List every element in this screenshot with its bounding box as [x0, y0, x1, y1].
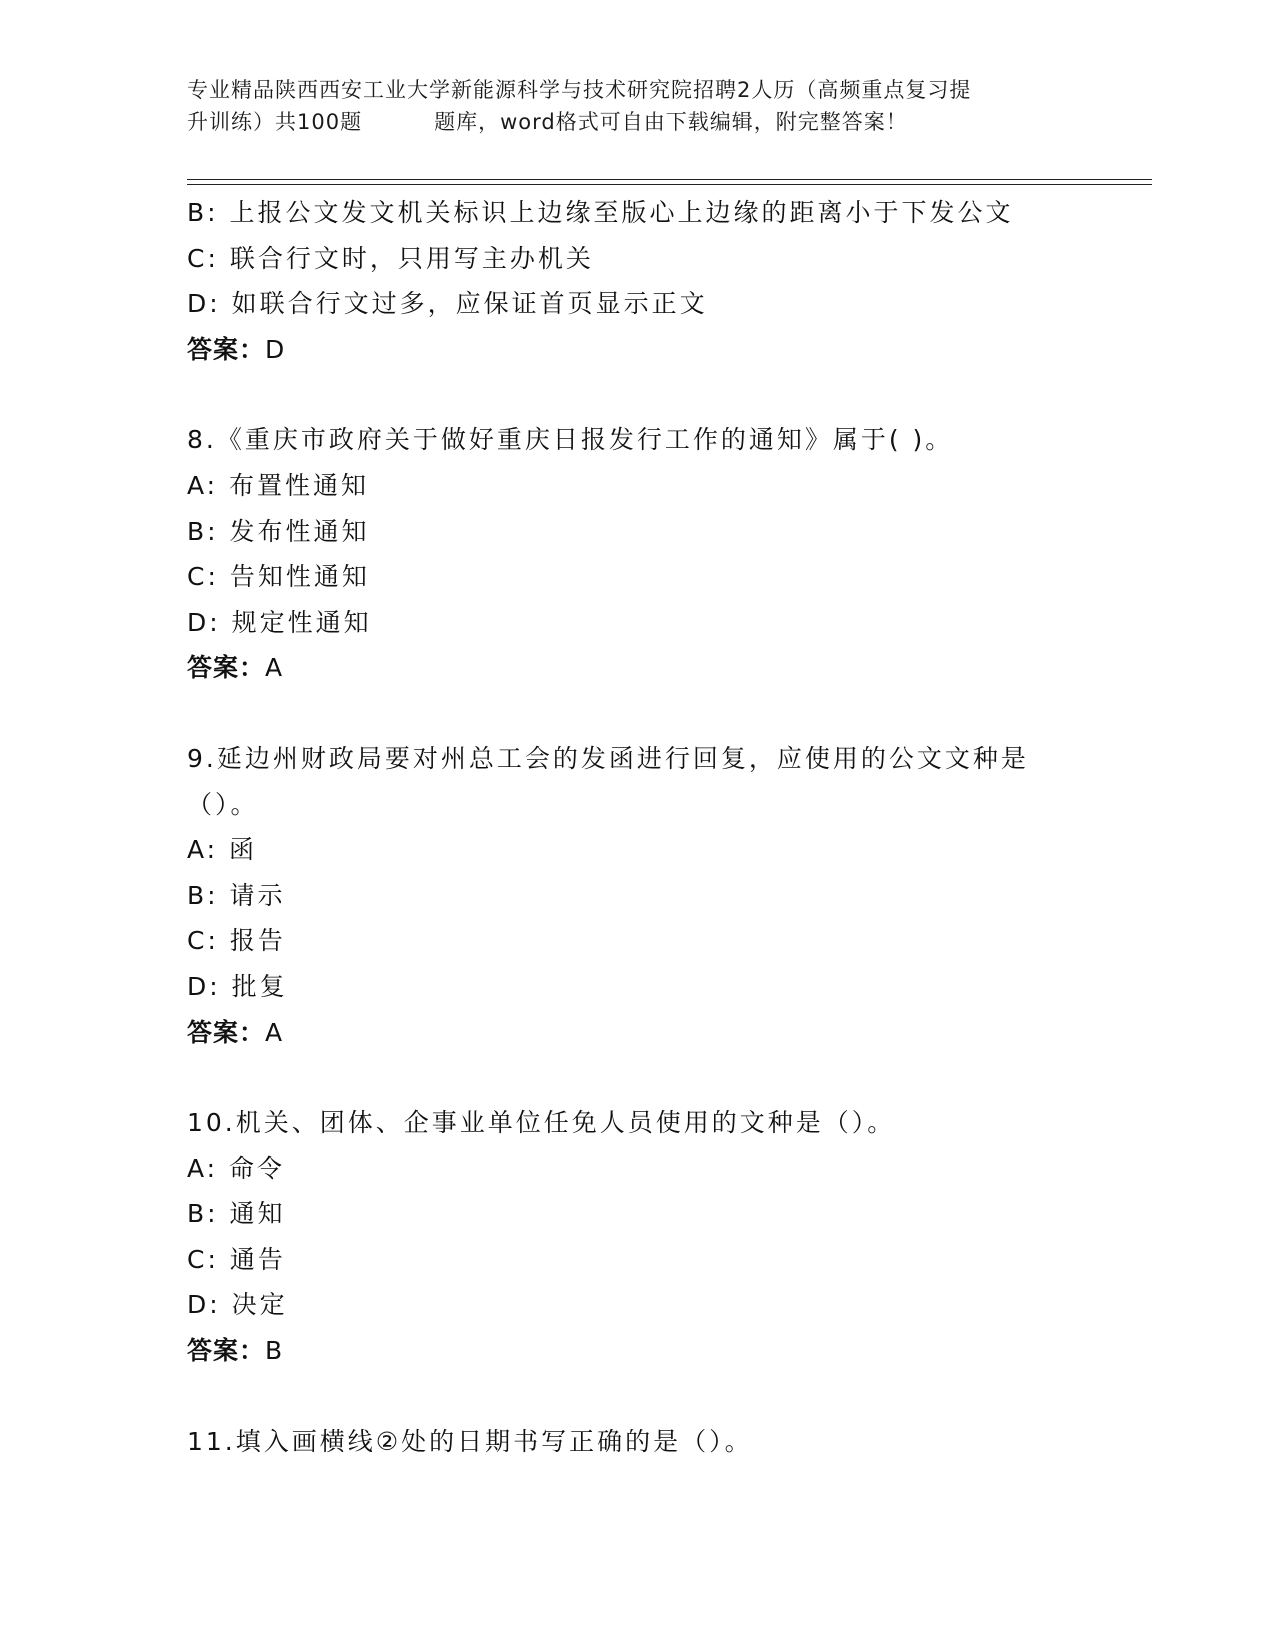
- header-line-1: 专业精品陕西西安工业大学新能源科学与技术研究院招聘2人历（高频重点复习提: [187, 78, 972, 102]
- document-header: [187, 74, 1087, 138]
- question-stem-continued: （）。: [187, 789, 259, 819]
- answer-value: D: [265, 334, 286, 364]
- answer-label: 答案：: [187, 1336, 266, 1366]
- header-line-2-part-1: 升训练）共100题: [187, 110, 363, 134]
- header-line-2: [187, 106, 1087, 138]
- question-11: [187, 1419, 1087, 1465]
- answer: [187, 1010, 1087, 1056]
- option: D: 规定性通知: [187, 607, 372, 637]
- option: C: 联合行文时，只用写主办机关: [187, 243, 594, 273]
- question-stem: 10.机关、团体、企事业单位任免人员使用的文种是（）。: [187, 1108, 896, 1138]
- option: D: 如联合行文过多，应保证首页显示正文: [187, 289, 708, 319]
- header-line-2-part-2: 题库，word格式可自由下载编辑，附完整答案！: [434, 110, 908, 134]
- answer: [187, 1328, 1087, 1374]
- option: C: 报告: [187, 926, 286, 956]
- answer: [187, 327, 1087, 373]
- option: B: 请示: [187, 880, 286, 910]
- option: B: 通知: [187, 1199, 286, 1229]
- header-divider-top: [187, 179, 1152, 180]
- question-stem: 8.《重庆市政府关于做好重庆日报发行工作的通知》属于( )。: [187, 425, 954, 455]
- option: A: 命令: [187, 1153, 286, 1183]
- option: D: 批复: [187, 971, 288, 1001]
- answer-label: 答案：: [187, 653, 266, 683]
- question-stem: 9.延边州财政局要对州总工会的发函进行回复，应使用的公文文种是: [187, 743, 1029, 773]
- option: A: 函: [187, 835, 258, 865]
- option: C: 告知性通知: [187, 562, 370, 592]
- option: A: 布置性通知: [187, 470, 370, 500]
- question-stem: 11.填入画横线②处的日期书写正确的是（）。: [187, 1426, 753, 1456]
- option: C: 通告: [187, 1244, 286, 1274]
- header-divider-bottom: [187, 184, 1152, 185]
- option: D: 决定: [187, 1290, 288, 1320]
- answer-label: 答案：: [187, 334, 266, 364]
- answer-value: A: [265, 653, 284, 683]
- answer: [187, 645, 1087, 691]
- option: B: 发布性通知: [187, 516, 370, 546]
- option: B: 上报公文发文机关标识上边缘至版心上边缘的距离小于下发公文: [187, 198, 1014, 227]
- question-10: [187, 1100, 1087, 1374]
- answer-value: A: [265, 1017, 284, 1047]
- document-body: [187, 190, 1087, 1464]
- question-9: [187, 736, 1087, 1055]
- question-8: [187, 417, 1087, 691]
- answer-value: B: [265, 1336, 284, 1366]
- answer-label: 答案：: [187, 1017, 266, 1047]
- question-7-continued: [187, 190, 1087, 372]
